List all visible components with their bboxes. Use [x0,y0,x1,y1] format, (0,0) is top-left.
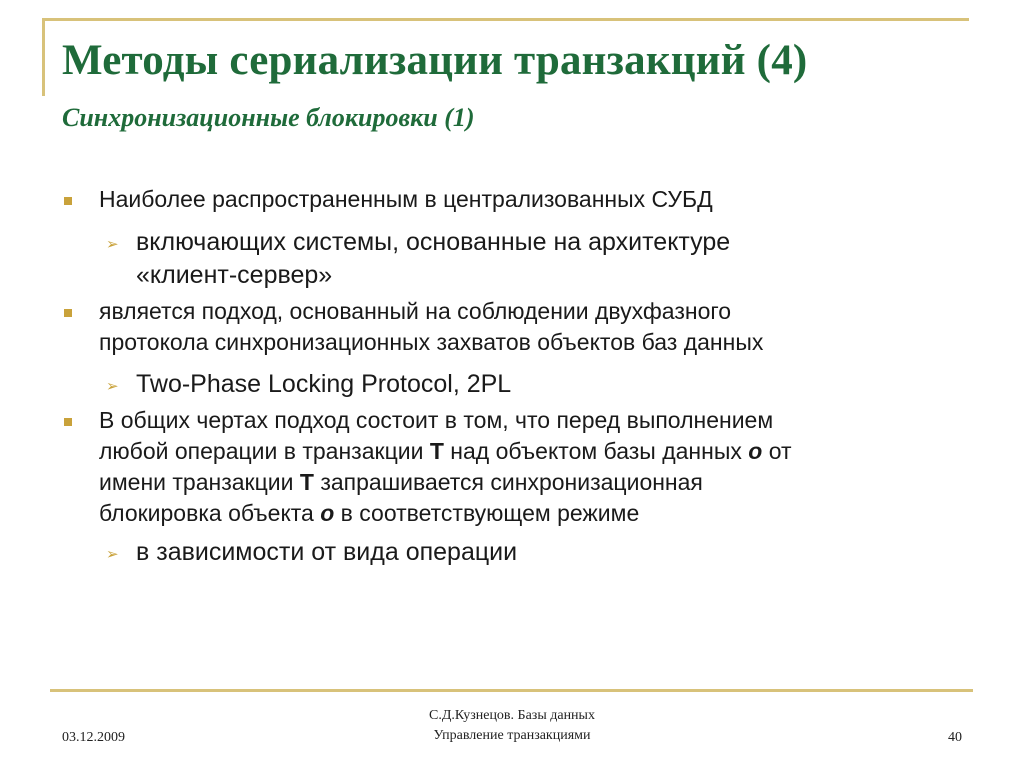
bullet-3-line-4-part-b: в соответствующем режиме [334,500,640,526]
page-number: 40 [948,730,962,745]
bullet-2-sub-1-text: Two-Phase Locking Protocol, 2PL [136,370,512,398]
bullet-1-sub-1-line-2: «клиент-сервер» [136,261,333,289]
square-bullet-icon [64,197,72,205]
bullet-3-line-3-part-b: запрашивается синхронизационная [313,469,703,495]
object-symbol-o: o [748,438,763,464]
bullet-1-sub-1-line-1: включающих системы, основанные на архитектуре [136,228,731,256]
bullet-3-line-3-part-a: имени транзакции [99,469,300,495]
square-bullet-icon [64,309,72,317]
bullet-3-line-2-part-a: любой операции в транзакции [99,438,430,464]
footer-caption-line-2: Управление транзакциями [433,728,591,743]
object-symbol-o: o [320,500,335,526]
frame-left-line [42,18,45,96]
bullet-3-line-1: В общих чертах подход состоит в том, что перед выполнением [99,407,774,433]
bullet-1 [99,184,979,215]
footer-divider [50,689,973,692]
arrow-bullet-icon: ➢ [106,545,119,563]
bullet-3-line-2 [99,436,979,467]
bullet-3-sub-1 [136,536,976,569]
bullet-3-sub-1-text: в зависимости от вида операции [136,538,518,566]
transaction-symbol-T: T [429,438,444,464]
bullet-3 [99,405,979,529]
bullet-2 [99,296,979,358]
bullet-1-sub-1 [136,226,976,292]
slide-subtitle: Синхронизационные блокировки (1) [62,103,475,132]
square-bullet-icon [64,418,72,426]
bullet-3-line-2-part-c: от [762,438,792,464]
arrow-bullet-icon: ➢ [106,235,119,253]
bullet-2-line-2: протокола синхронизационных захватов объектов баз данных [99,329,764,355]
transaction-symbol-T: T [299,469,314,495]
bullet-3-line-4-part-a: блокировка объекта [99,500,321,526]
footer-caption-line-1: С.Д.Кузнецов. Базы данных [429,708,595,723]
arrow-bullet-icon: ➢ [106,377,119,395]
bullet-3-line-3 [99,467,979,498]
bullet-3-line-2-part-b: над объектом базы данных [443,438,749,464]
frame-top-line [42,18,969,21]
bullet-1-text: Наиболее распространенным в централизованных СУБД [99,186,713,212]
footer-caption [312,706,712,746]
footer-date: 03.12.2009 [62,730,125,745]
bullet-2-sub-1 [136,368,976,401]
bullet-2-line-1: является подход, основанный на соблюдении двухфазного [99,298,732,324]
slide-title: Методы сериализации транзакций (4) [62,37,808,84]
bullet-3-line-4 [99,498,979,529]
